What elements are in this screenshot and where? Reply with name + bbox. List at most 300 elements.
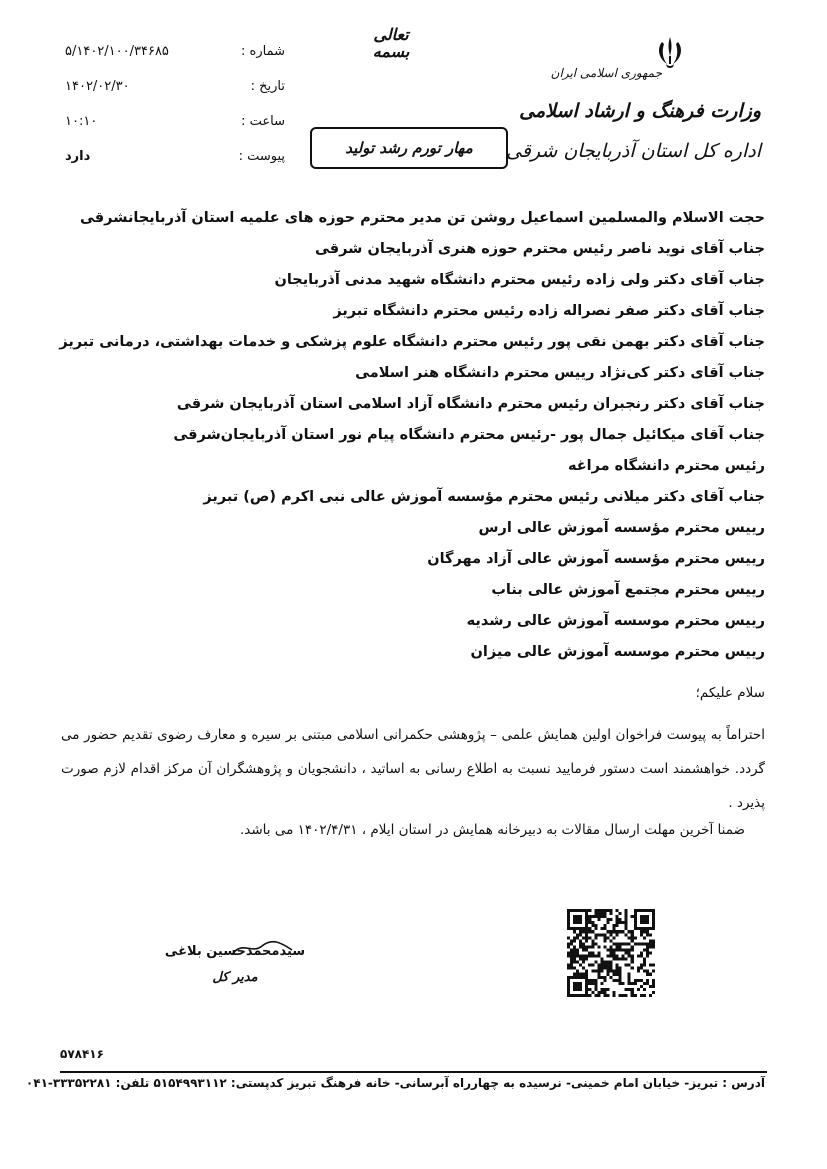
qr-module	[637, 970, 640, 973]
recipient-item: جناب آقای دکتر میلانی رئیس محترم مؤسسه آموزش عالی نبی اکرم (ص) تبریز	[203, 489, 765, 505]
qr-module	[585, 973, 588, 976]
qr-module	[643, 970, 646, 973]
qr-module	[616, 942, 619, 945]
letter-time-label: ساعت :	[241, 113, 285, 129]
qr-module	[570, 958, 573, 961]
qr-module	[603, 927, 606, 930]
qr-module	[634, 994, 637, 997]
qr-module	[640, 930, 643, 933]
qr-module	[585, 939, 588, 942]
qr-module	[619, 970, 622, 973]
qr-module	[616, 967, 619, 970]
qr-module	[567, 955, 570, 958]
qr-module	[628, 951, 631, 954]
qr-module	[597, 912, 600, 915]
qr-module	[609, 961, 612, 964]
qr-module	[613, 948, 616, 951]
qr-module	[600, 964, 603, 967]
recipient-item: رییس محترم مؤسسه آموزش عالی آزاد مهرگان	[427, 551, 765, 567]
qr-module	[591, 924, 594, 927]
qr-module	[591, 991, 594, 994]
qr-module	[637, 967, 640, 970]
qr-module	[567, 967, 570, 970]
qr-module	[609, 912, 612, 915]
qr-module	[631, 994, 634, 997]
qr-module	[631, 991, 634, 994]
qr-module	[646, 948, 649, 951]
qr-module	[616, 955, 619, 958]
qr-module	[609, 970, 612, 973]
footer-divider	[60, 1071, 767, 1073]
qr-module	[585, 982, 588, 985]
bismillah-heading	[364, 26, 418, 60]
qr-module	[570, 927, 573, 930]
recipient-item: جناب آقای دکتر ولی زاده رئیس محترم دانشگاه شهید مدنی آذربایجان	[274, 272, 765, 288]
qr-module	[585, 912, 588, 915]
qr-module	[628, 930, 631, 933]
qr-module	[582, 958, 585, 961]
qr-module	[643, 958, 646, 961]
letter-number-value: ۵/۱۴۰۲/۱۰۰/۳۴۶۸۵	[65, 43, 169, 59]
recipient-item: حجت الاسلام والمسلمین اسماعیل روشن تن مدیر محترم حوزه های علمیه استان آذربایجانشرقی	[80, 210, 765, 226]
qr-module	[609, 951, 612, 954]
qr-module	[588, 979, 591, 982]
qr-module	[585, 979, 588, 982]
qr-module	[628, 979, 631, 982]
qr-module	[600, 927, 603, 930]
qr-module	[585, 976, 588, 979]
qr-module	[579, 930, 582, 933]
qr-module	[585, 958, 588, 961]
qr-module	[606, 948, 609, 951]
qr-module	[649, 945, 652, 948]
qr-module	[634, 912, 637, 915]
qr-module	[582, 994, 585, 997]
qr-module	[640, 994, 643, 997]
qr-module	[600, 909, 603, 912]
qr-module	[606, 961, 609, 964]
qr-module	[573, 958, 576, 961]
republic-label: جمهوری اسلامی ایران	[550, 66, 662, 80]
qr-module	[603, 964, 606, 967]
qr-module	[579, 942, 582, 945]
qr-module	[634, 982, 637, 985]
qr-module	[613, 991, 616, 994]
qr-module	[585, 918, 588, 921]
qr-module	[652, 942, 655, 945]
qr-module	[579, 958, 582, 961]
qr-module	[570, 976, 573, 979]
qr-module	[573, 909, 576, 912]
qr-module	[628, 988, 631, 991]
qr-module	[640, 979, 643, 982]
qr-module	[603, 991, 606, 994]
qr-module	[619, 979, 622, 982]
recipient-item: رییس محترم موسسه آموزش عالی میزان	[470, 644, 765, 660]
qr-module	[573, 976, 576, 979]
qr-module	[573, 985, 576, 988]
qr-module	[643, 936, 646, 939]
qr-module	[585, 991, 588, 994]
qr-module	[622, 948, 625, 951]
qr-module	[585, 909, 588, 912]
qr-module	[594, 988, 597, 991]
qr-module	[600, 912, 603, 915]
qr-module	[637, 942, 640, 945]
qr-module	[594, 982, 597, 985]
qr-module	[613, 924, 616, 927]
qr-module	[567, 915, 570, 918]
qr-module	[616, 970, 619, 973]
qr-module	[597, 955, 600, 958]
qr-module	[606, 964, 609, 967]
qr-module	[573, 939, 576, 942]
qr-module	[576, 909, 579, 912]
greeting: سلام علیکم؛	[695, 685, 765, 701]
qr-module	[579, 927, 582, 930]
letter-attachment-label: پیوست :	[238, 148, 285, 164]
qr-module	[616, 921, 619, 924]
qr-module	[597, 964, 600, 967]
qr-module	[576, 994, 579, 997]
qr-module	[588, 988, 591, 991]
qr-module	[625, 927, 628, 930]
qr-module	[579, 909, 582, 912]
qr-module	[585, 921, 588, 924]
qr-module	[582, 955, 585, 958]
qr-module	[591, 921, 594, 924]
qr-module	[625, 994, 628, 997]
qr-module	[619, 982, 622, 985]
qr-module	[585, 915, 588, 918]
qr-module	[567, 912, 570, 915]
qr-module	[603, 976, 606, 979]
qr-module	[585, 970, 588, 973]
qr-module	[600, 961, 603, 964]
qr-module	[597, 970, 600, 973]
qr-module	[634, 909, 637, 912]
qr-module	[585, 948, 588, 951]
qr-module	[646, 951, 649, 954]
qr-module	[649, 927, 652, 930]
qr-module	[567, 909, 570, 912]
qr-module	[576, 970, 579, 973]
qr-module	[640, 918, 643, 921]
qr-module	[600, 991, 603, 994]
qr-module	[588, 918, 591, 921]
qr-module	[649, 973, 652, 976]
qr-module	[576, 921, 579, 924]
qr-module	[625, 942, 628, 945]
qr-module	[646, 921, 649, 924]
qr-module	[579, 933, 582, 936]
qr-module	[591, 979, 594, 982]
qr-module	[625, 921, 628, 924]
qr-module	[646, 918, 649, 921]
qr-module	[634, 942, 637, 945]
qr-module	[597, 945, 600, 948]
qr-module	[625, 924, 628, 927]
letter-date-label: تاریخ :	[250, 78, 285, 94]
qr-module	[616, 909, 619, 912]
qr-module	[567, 927, 570, 930]
qr-module	[637, 955, 640, 958]
qr-module	[594, 936, 597, 939]
qr-module	[576, 985, 579, 988]
qr-module	[649, 994, 652, 997]
qr-module	[591, 930, 594, 933]
qr-module	[606, 936, 609, 939]
qr-module	[594, 942, 597, 945]
qr-module	[573, 927, 576, 930]
qr-module	[631, 948, 634, 951]
qr-module	[588, 921, 591, 924]
qr-module	[570, 939, 573, 942]
qr-module	[594, 912, 597, 915]
qr-module	[603, 945, 606, 948]
qr-module	[613, 979, 616, 982]
qr-module	[646, 979, 649, 982]
ministry-name: وزارت فرهنگ و ارشاد اسلامی	[519, 100, 761, 122]
qr-module	[613, 936, 616, 939]
qr-module	[652, 945, 655, 948]
qr-module	[576, 936, 579, 939]
qr-module	[625, 915, 628, 918]
qr-module	[573, 973, 576, 976]
qr-module	[640, 942, 643, 945]
letter-time-row	[65, 110, 285, 132]
qr-module	[652, 985, 655, 988]
qr-module	[652, 964, 655, 967]
qr-module	[619, 912, 622, 915]
qr-module	[625, 958, 628, 961]
qr-module	[652, 970, 655, 973]
letter-attachment-row	[65, 145, 285, 167]
qr-module	[570, 961, 573, 964]
qr-module	[603, 988, 606, 991]
qr-module	[619, 994, 622, 997]
qr-module	[579, 976, 582, 979]
recipient-item: جناب آقای میکائیل جمال پور -رئیس محترم دانشگاه پیام نور استان آذربایجان‌شرقی	[173, 427, 765, 443]
qr-module	[567, 991, 570, 994]
qr-module	[640, 927, 643, 930]
qr-module	[573, 936, 576, 939]
qr-module	[631, 945, 634, 948]
qr-module	[606, 967, 609, 970]
qr-module	[603, 909, 606, 912]
qr-module	[579, 988, 582, 991]
qr-module	[570, 967, 573, 970]
qr-module	[640, 909, 643, 912]
qr-module	[609, 909, 612, 912]
qr-module	[576, 948, 579, 951]
qr-module	[609, 976, 612, 979]
qr-module	[631, 930, 634, 933]
qr-module	[579, 945, 582, 948]
qr-module	[579, 955, 582, 958]
qr-module	[591, 970, 594, 973]
qr-module	[591, 964, 594, 967]
qr-module	[567, 979, 570, 982]
qr-module	[643, 927, 646, 930]
qr-module	[576, 982, 579, 985]
qr-module	[567, 982, 570, 985]
qr-module	[585, 933, 588, 936]
qr-module	[603, 967, 606, 970]
qr-module	[597, 994, 600, 997]
qr-module	[597, 909, 600, 912]
qr-module	[634, 918, 637, 921]
qr-module	[594, 955, 597, 958]
qr-module	[579, 939, 582, 942]
qr-module	[609, 930, 612, 933]
qr-module	[579, 964, 582, 967]
qr-module	[570, 909, 573, 912]
qr-module	[628, 942, 631, 945]
recipient-item: جناب آقای دکتر بهمن نقی پور رئیس محترم دانشگاه علوم پزشکی و خدمات بهداشتی، درمانی تبریز	[59, 334, 765, 350]
signatory-name: سیدمحمدحسین بلاغی	[164, 944, 306, 959]
qr-module	[591, 945, 594, 948]
qr-module	[619, 967, 622, 970]
qr-module	[637, 909, 640, 912]
qr-module	[597, 915, 600, 918]
qr-module	[616, 973, 619, 976]
qr-module	[643, 921, 646, 924]
qr-module	[619, 942, 622, 945]
qr-module	[640, 915, 643, 918]
qr-module	[585, 955, 588, 958]
qr-module	[646, 973, 649, 976]
qr-module	[649, 942, 652, 945]
qr-module	[600, 970, 603, 973]
qr-module	[591, 982, 594, 985]
qr-module	[579, 973, 582, 976]
qr-module	[573, 921, 576, 924]
qr-module	[567, 988, 570, 991]
qr-module	[652, 924, 655, 927]
qr-module	[603, 979, 606, 982]
qr-module	[609, 939, 612, 942]
qr-module	[588, 982, 591, 985]
qr-module	[603, 915, 606, 918]
qr-module	[597, 951, 600, 954]
qr-module	[585, 924, 588, 927]
qr-module	[567, 924, 570, 927]
qr-module	[567, 994, 570, 997]
qr-module	[582, 967, 585, 970]
qr-module	[588, 955, 591, 958]
recipient-item: رییس محترم مجتمع آموزش عالی بناب	[491, 582, 765, 598]
directorate-name: اداره کل استان آذربایجان شرقی	[505, 140, 761, 162]
qr-module	[582, 973, 585, 976]
qr-module	[631, 982, 634, 985]
qr-module	[579, 985, 582, 988]
qr-module	[603, 936, 606, 939]
qr-module	[600, 988, 603, 991]
qr-module	[643, 942, 646, 945]
letter-time-value: ۱۰:۱۰	[65, 113, 98, 129]
qr-module	[609, 955, 612, 958]
qr-module	[600, 967, 603, 970]
qr-module	[573, 945, 576, 948]
qr-module	[597, 973, 600, 976]
qr-module	[643, 961, 646, 964]
qr-module	[597, 976, 600, 979]
qr-module	[600, 982, 603, 985]
qr-module	[603, 924, 606, 927]
qr-module	[576, 961, 579, 964]
qr-module	[634, 915, 637, 918]
qr-module	[640, 951, 643, 954]
qr-module	[567, 936, 570, 939]
qr-module	[567, 942, 570, 945]
footer-address: آدرس : تبریز- خیابان امام خمینی- نرسیده به چهارراه آبرسانی- خانه فرهنگ تبریز کدپستی: ۵۱۵۴۹۹۳۱۱۲ تلفن: ۳۳۳۵۲۲۸۱-۰۴۱	[25, 1076, 765, 1090]
qr-module	[631, 915, 634, 918]
bismillah-bottom: بسمه	[372, 42, 410, 61]
qr-module	[619, 948, 622, 951]
qr-module	[646, 933, 649, 936]
qr-module	[597, 967, 600, 970]
qr-module	[649, 951, 652, 954]
qr-module	[646, 909, 649, 912]
qr-module	[579, 982, 582, 985]
recipient-list	[59, 203, 765, 668]
qr-module	[588, 994, 591, 997]
recipient-item: رئیس محترم دانشگاه مراغه	[567, 458, 765, 474]
qr-module	[652, 915, 655, 918]
qr-module	[616, 945, 619, 948]
qr-module	[573, 930, 576, 933]
qr-module	[616, 948, 619, 951]
qr-module	[594, 985, 597, 988]
letter-number-row	[65, 40, 285, 62]
qr-module	[649, 985, 652, 988]
qr-module	[609, 967, 612, 970]
qr-module	[646, 942, 649, 945]
qr-module	[588, 936, 591, 939]
qr-module	[594, 970, 597, 973]
qr-module	[652, 979, 655, 982]
qr-module	[591, 939, 594, 942]
qr-module	[646, 982, 649, 985]
qr-module	[606, 930, 609, 933]
qr-module	[567, 918, 570, 921]
qr-module	[585, 927, 588, 930]
qr-module	[603, 912, 606, 915]
recipient-item: جناب آقای نوید ناصر رئیس محترم حوزه هنری آذربایجان شرقی	[314, 241, 765, 257]
qr-module	[585, 930, 588, 933]
qr-module	[637, 979, 640, 982]
qr-module	[628, 973, 631, 976]
qr-module	[597, 918, 600, 921]
signature-stroke	[232, 940, 294, 956]
qr-module	[625, 933, 628, 936]
qr-module	[573, 982, 576, 985]
reference-code: ۵۷۸۴۱۶	[60, 1047, 104, 1061]
qr-module	[631, 958, 634, 961]
signatory-title: مدیر کل	[212, 970, 258, 985]
qr-module	[619, 921, 622, 924]
qr-module	[631, 939, 634, 942]
qr-module	[613, 973, 616, 976]
qr-module	[603, 939, 606, 942]
qr-module	[570, 948, 573, 951]
qr-module	[567, 945, 570, 948]
qr-module	[594, 933, 597, 936]
qr-module	[573, 948, 576, 951]
qr-module	[619, 976, 622, 979]
qr-module	[594, 994, 597, 997]
